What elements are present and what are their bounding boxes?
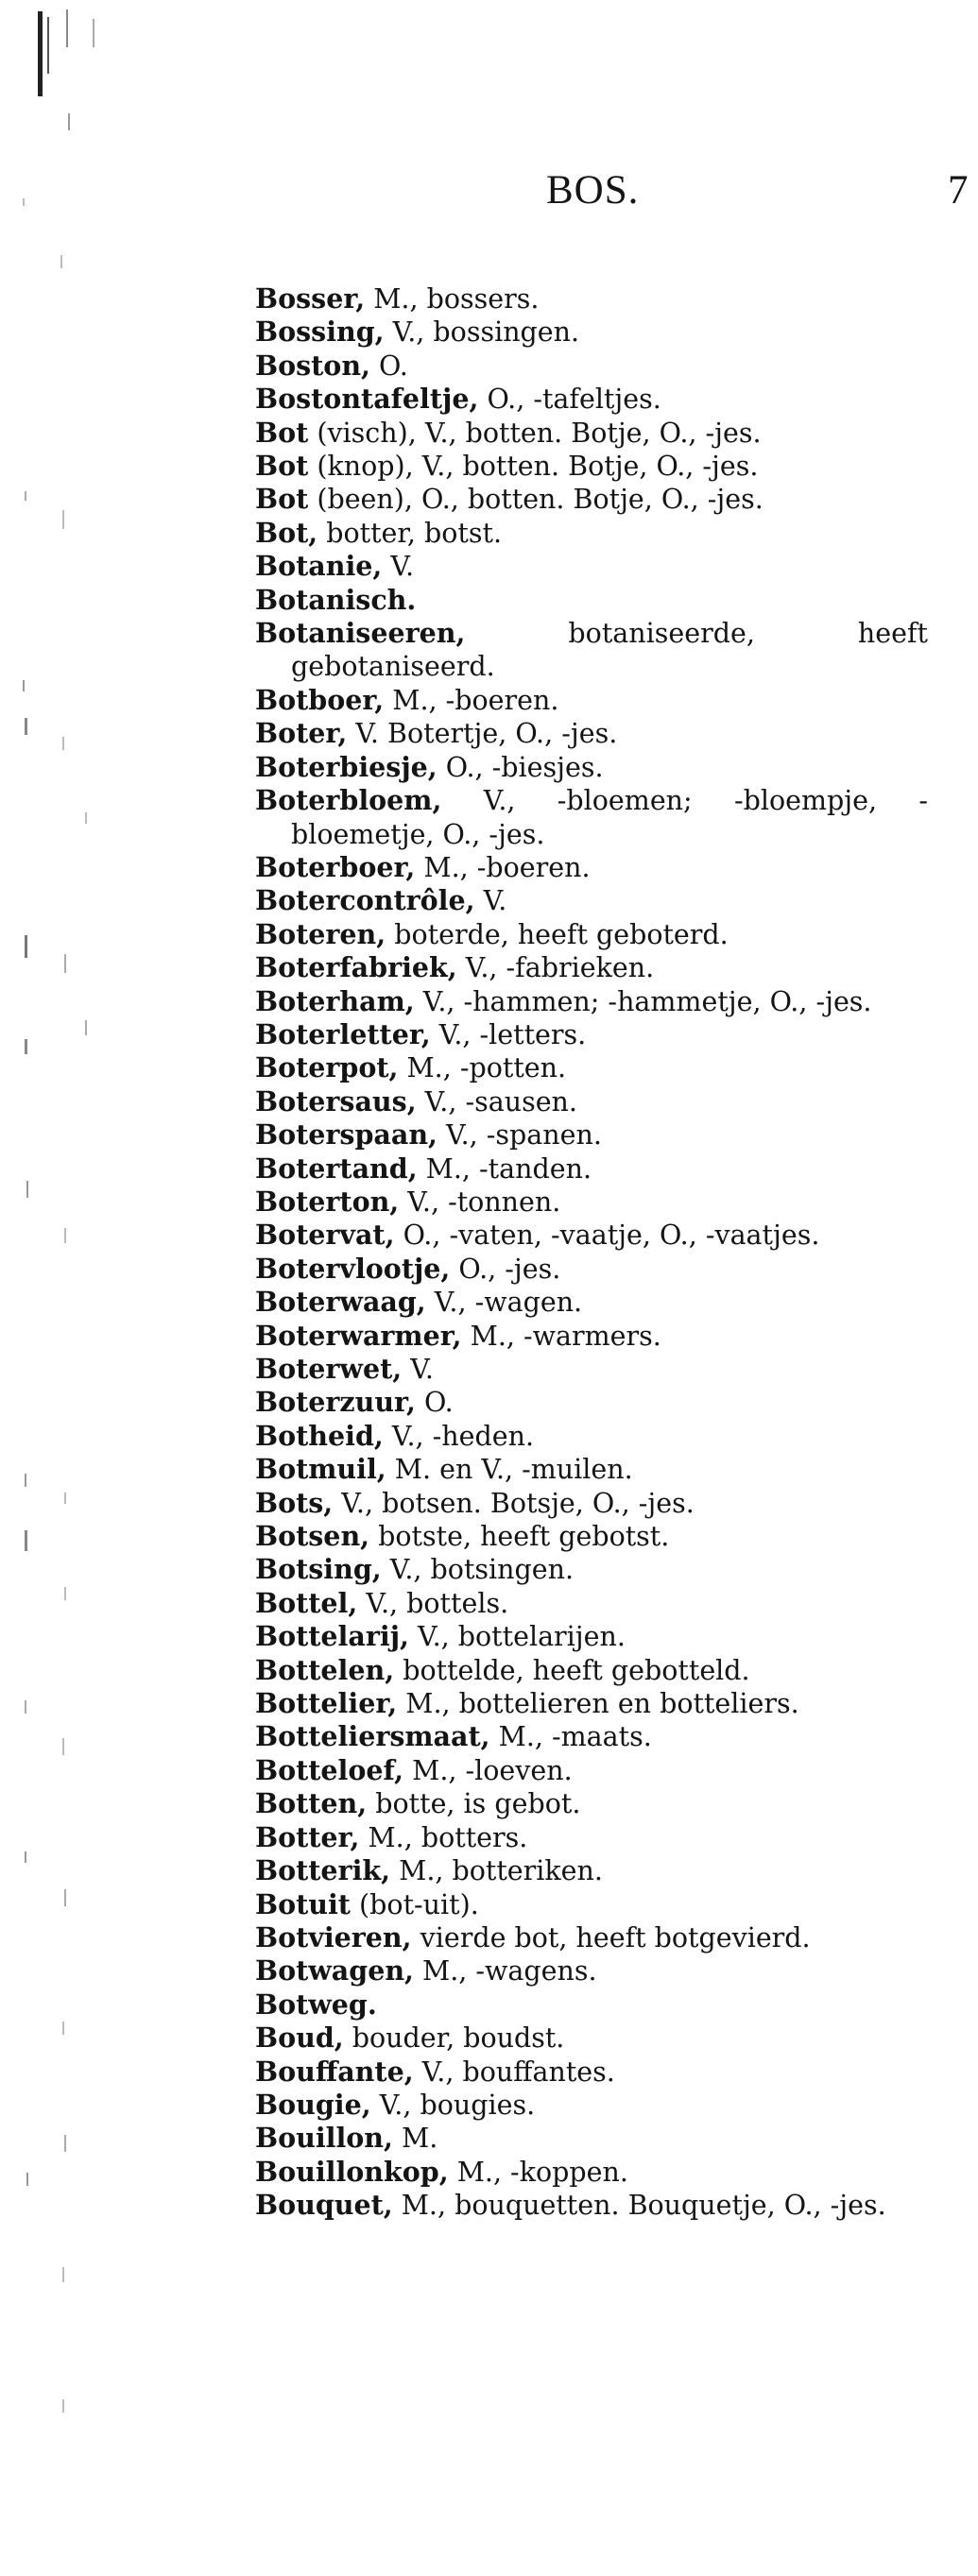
- entry-headword: Boterbloem,: [255, 784, 442, 817]
- entry-headword: Bottelarij,: [255, 1620, 409, 1653]
- entry-definition: (been), O., botten. Botje, O., -jes.: [308, 484, 764, 516]
- dictionary-entry: [255, 1854, 928, 1887]
- entry-definition: V., -wagen.: [425, 1287, 583, 1319]
- entry-definition: M., bottelieren en botteliers.: [397, 1688, 799, 1720]
- entry-headword: Boterwaag,: [255, 1286, 426, 1319]
- entry-definition: M., -boeren.: [384, 684, 559, 716]
- entry-headword: Boterboer,: [255, 850, 416, 883]
- entry-definition: M., -wagens.: [413, 1955, 597, 1987]
- dictionary-entry: [255, 1286, 928, 1319]
- entry-headword: Bouffante,: [255, 2055, 414, 2088]
- entry-headword: Botboer,: [255, 683, 385, 716]
- dictionary-entry: [255, 517, 928, 550]
- entry-headword: Boterwarmer,: [255, 1319, 462, 1352]
- entry-definition: botter, botst.: [317, 517, 503, 549]
- entry-definition: M., -maats.: [489, 1721, 652, 1753]
- entry-definition: V., bossingen.: [384, 316, 580, 349]
- entry-definition: botte, is gebot.: [367, 1788, 581, 1820]
- dictionary-entry: [255, 1253, 928, 1286]
- entry-headword: Boterton,: [255, 1185, 400, 1218]
- dictionary-entry: [255, 1320, 928, 1353]
- dictionary-entry: [255, 1754, 928, 1787]
- entry-headword: Boterfabriek,: [255, 951, 457, 984]
- dictionary-entry: [255, 751, 928, 784]
- entry-headword: Botaniseeren,: [255, 617, 466, 650]
- entry-headword: Botten,: [255, 1787, 368, 1820]
- entry-headword: Bouquet,: [255, 2189, 393, 2222]
- entry-headword: Bot,: [255, 516, 318, 549]
- dictionary-entry: [255, 417, 928, 450]
- dictionary-entry: [255, 2122, 928, 2155]
- dictionary-entry: [255, 1420, 928, 1453]
- dictionary-entry: [255, 2089, 928, 2122]
- entry-headword: Boteren,: [255, 917, 386, 950]
- dictionary-entry: [255, 1453, 928, 1486]
- entry-definition: O., -vaten, -vaatje, O., -vaatjes.: [394, 1220, 820, 1252]
- entry-headword: Botwagen,: [255, 1954, 414, 1987]
- entry-definition: M.: [392, 2123, 438, 2155]
- dictionary-entry: [255, 985, 928, 1018]
- entry-headword: Bostontafeltje,: [255, 383, 479, 416]
- dictionary-entry: [255, 717, 928, 750]
- entry-definition: V.: [402, 1354, 434, 1385]
- entry-headword: Botheid,: [255, 1419, 384, 1452]
- entry-headword: Botweg.: [255, 1987, 377, 2021]
- entry-definition: O., -biesjes.: [437, 751, 604, 783]
- dictionary-entry: [255, 1687, 928, 1720]
- entry-headword: Bots,: [255, 1486, 334, 1519]
- entry-headword: Boterham,: [255, 984, 415, 1017]
- entry-headword: Bouillonkop,: [255, 2155, 449, 2188]
- dictionary-entry: [255, 2022, 928, 2055]
- entry-headword: Botanisch.: [255, 583, 417, 616]
- entry-definition: V., bouffantes.: [413, 2056, 615, 2088]
- entry-headword: Boterletter,: [255, 1017, 431, 1050]
- dictionary-entry: [255, 1487, 928, 1520]
- entry-definition: M. en V., -muilen.: [386, 1454, 633, 1486]
- entry-definition: V., botsingen.: [381, 1554, 575, 1586]
- entry-definition: O., -jes.: [450, 1253, 561, 1285]
- entry-definition: M., -loeven.: [403, 1754, 573, 1786]
- entry-headword: Boston,: [255, 349, 370, 382]
- entry-definition: boterde, heeft geboterd.: [386, 918, 729, 950]
- entry-definition: V., bottelarijen.: [408, 1621, 626, 1653]
- entry-headword: Boterwet,: [255, 1353, 403, 1385]
- entry-definition: V., -sausen.: [416, 1085, 577, 1117]
- entry-definition: V., -heden.: [383, 1420, 535, 1452]
- dictionary-entry: [255, 1186, 928, 1219]
- dictionary-entry: [255, 951, 928, 984]
- entry-definition: O.: [369, 350, 408, 382]
- entry-headword: Bottelen,: [255, 1653, 395, 1686]
- dictionary-entry: [255, 483, 928, 516]
- scan-margin-marks: [17, 0, 102, 2576]
- dictionary-entry: [255, 617, 928, 684]
- entry-headword: Botanie,: [255, 550, 383, 583]
- entry-headword: Boter,: [255, 717, 348, 750]
- entry-headword: Bottelier,: [255, 1687, 398, 1720]
- dictionary-entry: [255, 1520, 928, 1553]
- dictionary-entry: [255, 1587, 928, 1620]
- dictionary-entry: [255, 1821, 928, 1854]
- entry-definition: V., bottels.: [357, 1587, 509, 1619]
- entry-headword: Botsing,: [255, 1553, 382, 1586]
- entry-headword: Botteliersmaat,: [255, 1720, 490, 1753]
- entry-definition: V., -hammen; -hammetje, O., -jes.: [414, 985, 872, 1017]
- dictionary-entry: [255, 282, 928, 316]
- entry-headword: Bot: [255, 483, 309, 516]
- dictionary-entry: [255, 2189, 928, 2222]
- entry-definition: vierde bot, heeft botgevierd.: [411, 1921, 811, 1953]
- entry-headword: Botervat,: [255, 1219, 395, 1252]
- entry-definition: O.: [415, 1387, 454, 1419]
- dictionary-entry: [255, 918, 928, 951]
- dictionary-entry: [255, 1051, 928, 1084]
- dictionary-entry: [255, 1386, 928, 1419]
- dictionary-entry: [255, 584, 928, 617]
- entry-headword: Boterbiesje,: [255, 750, 438, 783]
- dictionary-entry: [255, 1219, 928, 1252]
- entry-headword: Botsen,: [255, 1520, 370, 1553]
- entry-headword: Bosser,: [255, 282, 366, 315]
- entry-headword: Bot: [255, 416, 309, 449]
- entry-headword: Botteloef,: [255, 1753, 404, 1786]
- entry-definition: M., -koppen.: [448, 2156, 628, 2188]
- entry-headword: Bot: [255, 450, 309, 483]
- entry-headword: Boterzuur,: [255, 1386, 416, 1419]
- entry-definition: V., -bloemen; -bloempje, -bloemetje, O., -jes.: [291, 785, 928, 850]
- entry-headword: Bossing,: [255, 316, 385, 349]
- entry-definition: M., botteriken.: [390, 1855, 603, 1887]
- entry-definition: O., -tafeltjes.: [478, 384, 661, 416]
- dictionary-entry: [255, 450, 928, 483]
- entry-headword: Botervlootje,: [255, 1252, 451, 1285]
- dictionary-entry: [255, 1152, 928, 1186]
- entry-headword: Botertand,: [255, 1152, 418, 1185]
- entry-definition: M., -tanden.: [417, 1152, 592, 1185]
- entry-headword: Botmuil,: [255, 1453, 386, 1486]
- entry-headword: Boterspaan,: [255, 1118, 438, 1152]
- entry-headword: Bouillon,: [255, 2122, 393, 2155]
- dictionary-entries: [255, 282, 928, 2223]
- dictionary-entry: [255, 1888, 928, 1921]
- page-number: 7: [948, 168, 969, 213]
- entry-headword: Boud,: [255, 2022, 344, 2055]
- entry-definition: M., -warmers.: [461, 1320, 661, 1352]
- dictionary-entry: [255, 1085, 928, 1118]
- entry-definition: M., -potten.: [398, 1052, 567, 1084]
- entry-definition: V.: [382, 551, 415, 583]
- entry-definition: M., bossers.: [365, 283, 540, 315]
- entry-definition: (visch), V., botten. Botje, O., -jes.: [308, 417, 762, 449]
- dictionary-entry: [255, 550, 928, 583]
- entry-definition: V., -letters.: [430, 1018, 587, 1050]
- dictionary-entry: [255, 1654, 928, 1687]
- dictionary-entry: [255, 851, 928, 884]
- entry-headword: Botersaus,: [255, 1084, 417, 1117]
- dictionary-entry: [255, 1988, 928, 2022]
- entry-headword: Botvieren,: [255, 1920, 412, 1953]
- entry-definition: V., -fabrieken.: [456, 952, 655, 984]
- entry-definition: botste, heeft gebotst.: [369, 1521, 670, 1553]
- entry-definition: M., -boeren.: [415, 851, 591, 883]
- entry-definition: bottelde, heeft gebotteld.: [394, 1654, 750, 1686]
- entry-headword: Botuit: [255, 1887, 351, 1920]
- dictionary-entry: [255, 1787, 928, 1820]
- dictionary-entry: [255, 1921, 928, 1954]
- entry-definition: M., botters.: [359, 1821, 528, 1853]
- entry-definition: V. Botertje, O., -jes.: [347, 718, 618, 750]
- dictionary-entry: [255, 784, 928, 851]
- entry-definition: V., -tonnen.: [399, 1186, 561, 1218]
- entry-headword: Botter,: [255, 1820, 360, 1853]
- dictionary-entry: [255, 1353, 928, 1386]
- entry-definition: V., -spanen.: [437, 1119, 602, 1152]
- dictionary-entry: [255, 2156, 928, 2189]
- dictionary-entry: [255, 1018, 928, 1051]
- entry-definition: V.: [474, 885, 507, 917]
- dictionary-entry: [255, 316, 928, 349]
- entry-headword: Botercontrôle,: [255, 884, 475, 917]
- entry-definition: (bot-uit).: [350, 1888, 479, 1920]
- dictionary-entry: [255, 1118, 928, 1152]
- entry-definition: bouder, boudst.: [343, 2022, 565, 2055]
- entry-definition: V., botsen. Botsje, O., -jes.: [333, 1487, 695, 1519]
- entry-definition: (knop), V., botten. Botje, O., -jes.: [308, 451, 759, 483]
- dictionary-entry: [255, 350, 928, 383]
- entry-headword: Botterik,: [255, 1854, 391, 1887]
- dictionary-entry: [255, 1720, 928, 1753]
- entry-definition: V., bougies.: [370, 2089, 536, 2121]
- entry-headword: Boterpot,: [255, 1051, 399, 1084]
- dictionary-entry: [255, 884, 928, 917]
- entry-headword: Bottel,: [255, 1586, 358, 1619]
- dictionary-entry: [255, 383, 928, 416]
- entry-headword: Bougie,: [255, 2088, 371, 2121]
- entry-definition: M., bouquetten. Bouquetje, O., -jes.: [392, 2190, 886, 2222]
- entry-definition: botaniseerde, heeft gebotaniseerd.: [291, 618, 928, 683]
- dictionary-entry: [255, 1620, 928, 1653]
- running-head: BOS.: [546, 168, 640, 213]
- dictionary-entry: [255, 1553, 928, 1586]
- dictionary-entry: [255, 1954, 928, 1987]
- dictionary-entry: [255, 684, 928, 717]
- dictionary-entry: [255, 2056, 928, 2089]
